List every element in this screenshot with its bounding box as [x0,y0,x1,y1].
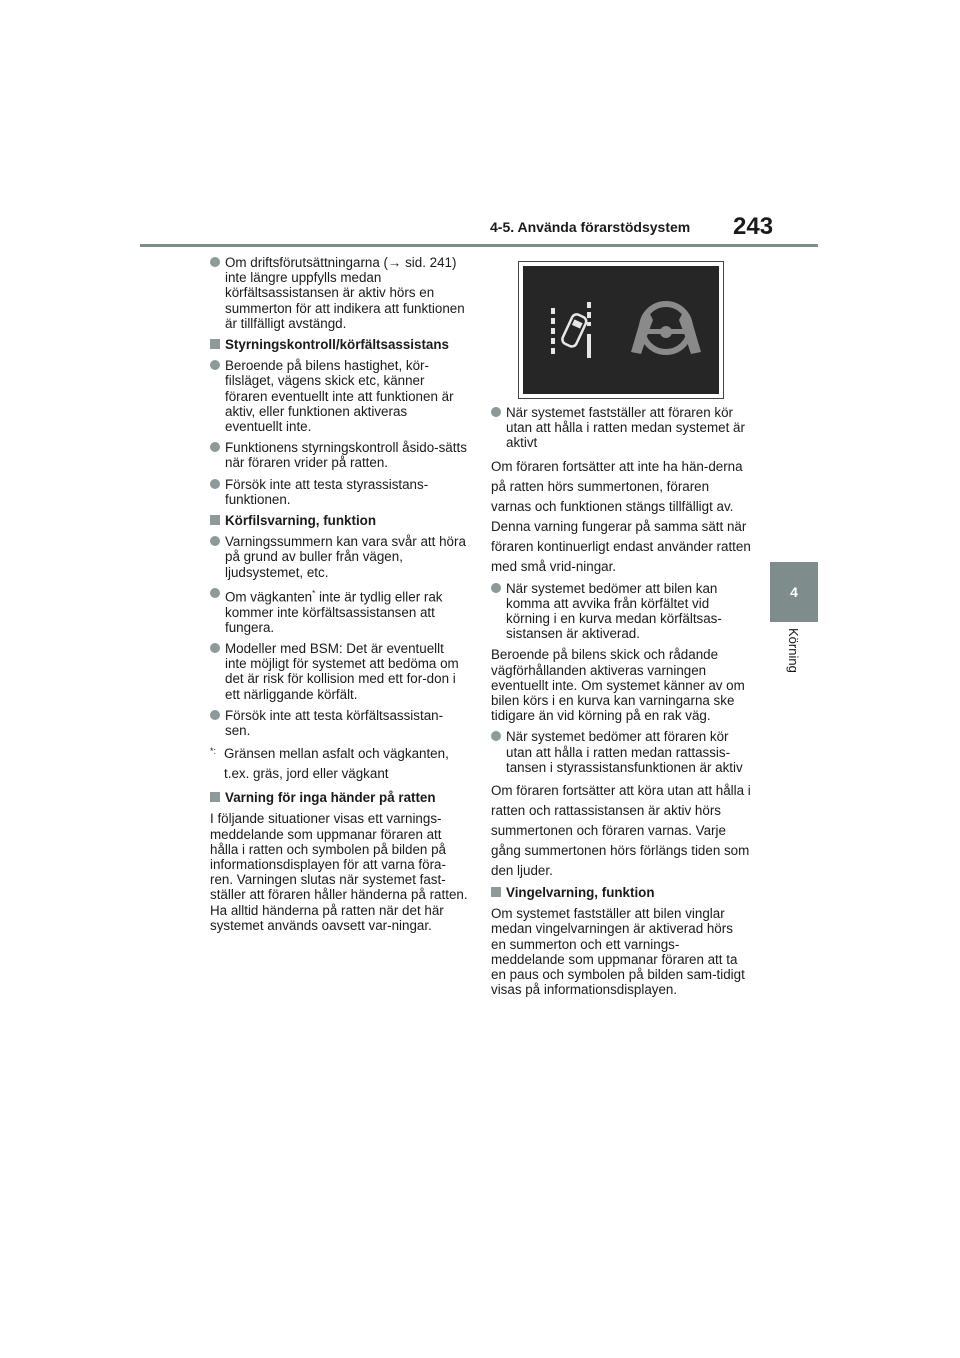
paragraph: Om föraren fortsätter att inte ha hän-derna på ratten hörs summertonen, föraren varnas och funktionen stängs tillfälligt av. Denna varning fungerar på samma sätt när föraren kontinuerligt endast använder ratten med små vrid-ningar. [491,458,751,574]
bullet-icon [491,583,501,593]
bullet-item: Beroende på bilens hastighet, kör-filsläget, vägens skick etc, känner föraren eventuellt inte att funktionen är aktiv, eller funktionen aktiveras eventuellt inte. [210,358,468,434]
page-number: 243 [733,213,774,240]
paragraph: Om systemet fastställer att bilen vinglar medan vingelvarningen är aktiverad hörs en summerton och ett varnings-meddelande som uppmanar föraren att ta en paus och symbolen på bilden sam-tidigt visas på informationsdisplayen. [491,906,745,998]
warning-display-figure [518,261,724,399]
bullet-item: Om driftsförutsättningarna (→ sid. 241) inte längre uppfylls medan körfältsassistansen är aktiv hörs en summerton för att indikera att funktionen är tillfälligt avstängd. [210,255,468,331]
bullet-item: När systemet bedömer att föraren kör utan att hålla i ratten medan rattassis-tansen i styrassistansfunktionen är aktiv [491,729,751,775]
subheading: Vingelvarning, funktion [491,885,751,900]
bullet-icon [210,588,220,598]
bullet-item: Funktionens styrningskontroll åsido-sätts när föraren vrider på ratten. [210,440,468,470]
bullet-icon [210,360,220,370]
bullet-item: När systemet fastställer att föraren kör utan att hålla i ratten medan systemet är aktivt [491,405,751,451]
bullet-icon [210,442,220,452]
bullet-item: Försök inte att testa styrassistans-funktionen. [210,477,468,507]
footnote-marker: * [312,588,316,598]
bullet-icon [210,479,220,489]
subheading: Varning för inga händer på ratten [210,790,468,805]
chapter-tab[interactable]: 4 [770,562,818,622]
square-bullet-icon [491,887,501,897]
bullet-item: Försök inte att testa körfältsassistan-sen. [210,708,468,738]
bullet-item: När systemet bedömer att bilen kan komma att avvika från körfältet vid körning i en kurva medan körfältsas-sistansen är aktiverad. [491,581,751,642]
section-title: 4-5. Använda förarstödsystem [490,219,691,235]
bullet-item: Varningssummern kan vara svår att höra på grund av buller från vägen, ljudsystemet, etc. [210,534,468,580]
paragraph: Om föraren fortsätter att köra utan att hålla i ratten och rattassistansen är aktiv hörs summertonen och föraren varnas. Varje gång summertonen hörs förlängs tiden som den ljuder. [491,783,751,879]
bullet-icon [491,731,501,741]
right-column [491,405,751,1003]
bullet-icon [210,643,220,653]
bullet-icon [210,257,220,267]
chapter-label: Körning [786,628,801,673]
square-bullet-icon [210,515,220,525]
footnote: *: Gränsen mellan asfalt och vägkanten, t.ex. gräs, jord eller vägkant [210,746,449,782]
subheading: Körfilsvarning, funktion [210,513,468,528]
bullet-item: Modeller med BSM: Det är eventuellt inte möjligt för systemet att bedöma om det är risk för kollision med ett for-don i ett närliggande körfält. [210,641,468,702]
bullet-item: Om vägkanten* inte är tydlig eller rak kommer inte körfältsassistansen att fungera. [210,586,468,635]
square-bullet-icon [210,792,220,802]
bullet-icon [210,536,220,546]
lane-departure-icon [553,302,589,358]
left-column [210,255,468,939]
subheading: Styrningskontroll/körfältsassistans [210,337,468,352]
paragraph: I följande situationer visas ett varnings-meddelande som uppmanar föraren att hålla i ratten och symbolen på bilden på informationsdisplayen för att varna föra-ren. Varningen slutas när systemet fast-ställer att föraren håller händerna på ratten. Ha alltid händerna på ratten när det här systemet används oavsett var-ningar. [210,811,468,933]
info-display-screen [523,266,719,394]
bullet-icon [491,407,501,417]
bullet-icon [210,710,220,720]
header-rule [140,244,818,247]
hands-on-wheel-icon [631,304,701,354]
square-bullet-icon [210,339,220,349]
figure-svg [523,266,719,394]
paragraph: Beroende på bilens skick och rådande vägförhållanden aktiveras varningen eventuellt inte. Om systemet känner av om bilen körs i en kurva kan varningarna ske tidigare än vid körning på en rak väg. [491,647,745,724]
